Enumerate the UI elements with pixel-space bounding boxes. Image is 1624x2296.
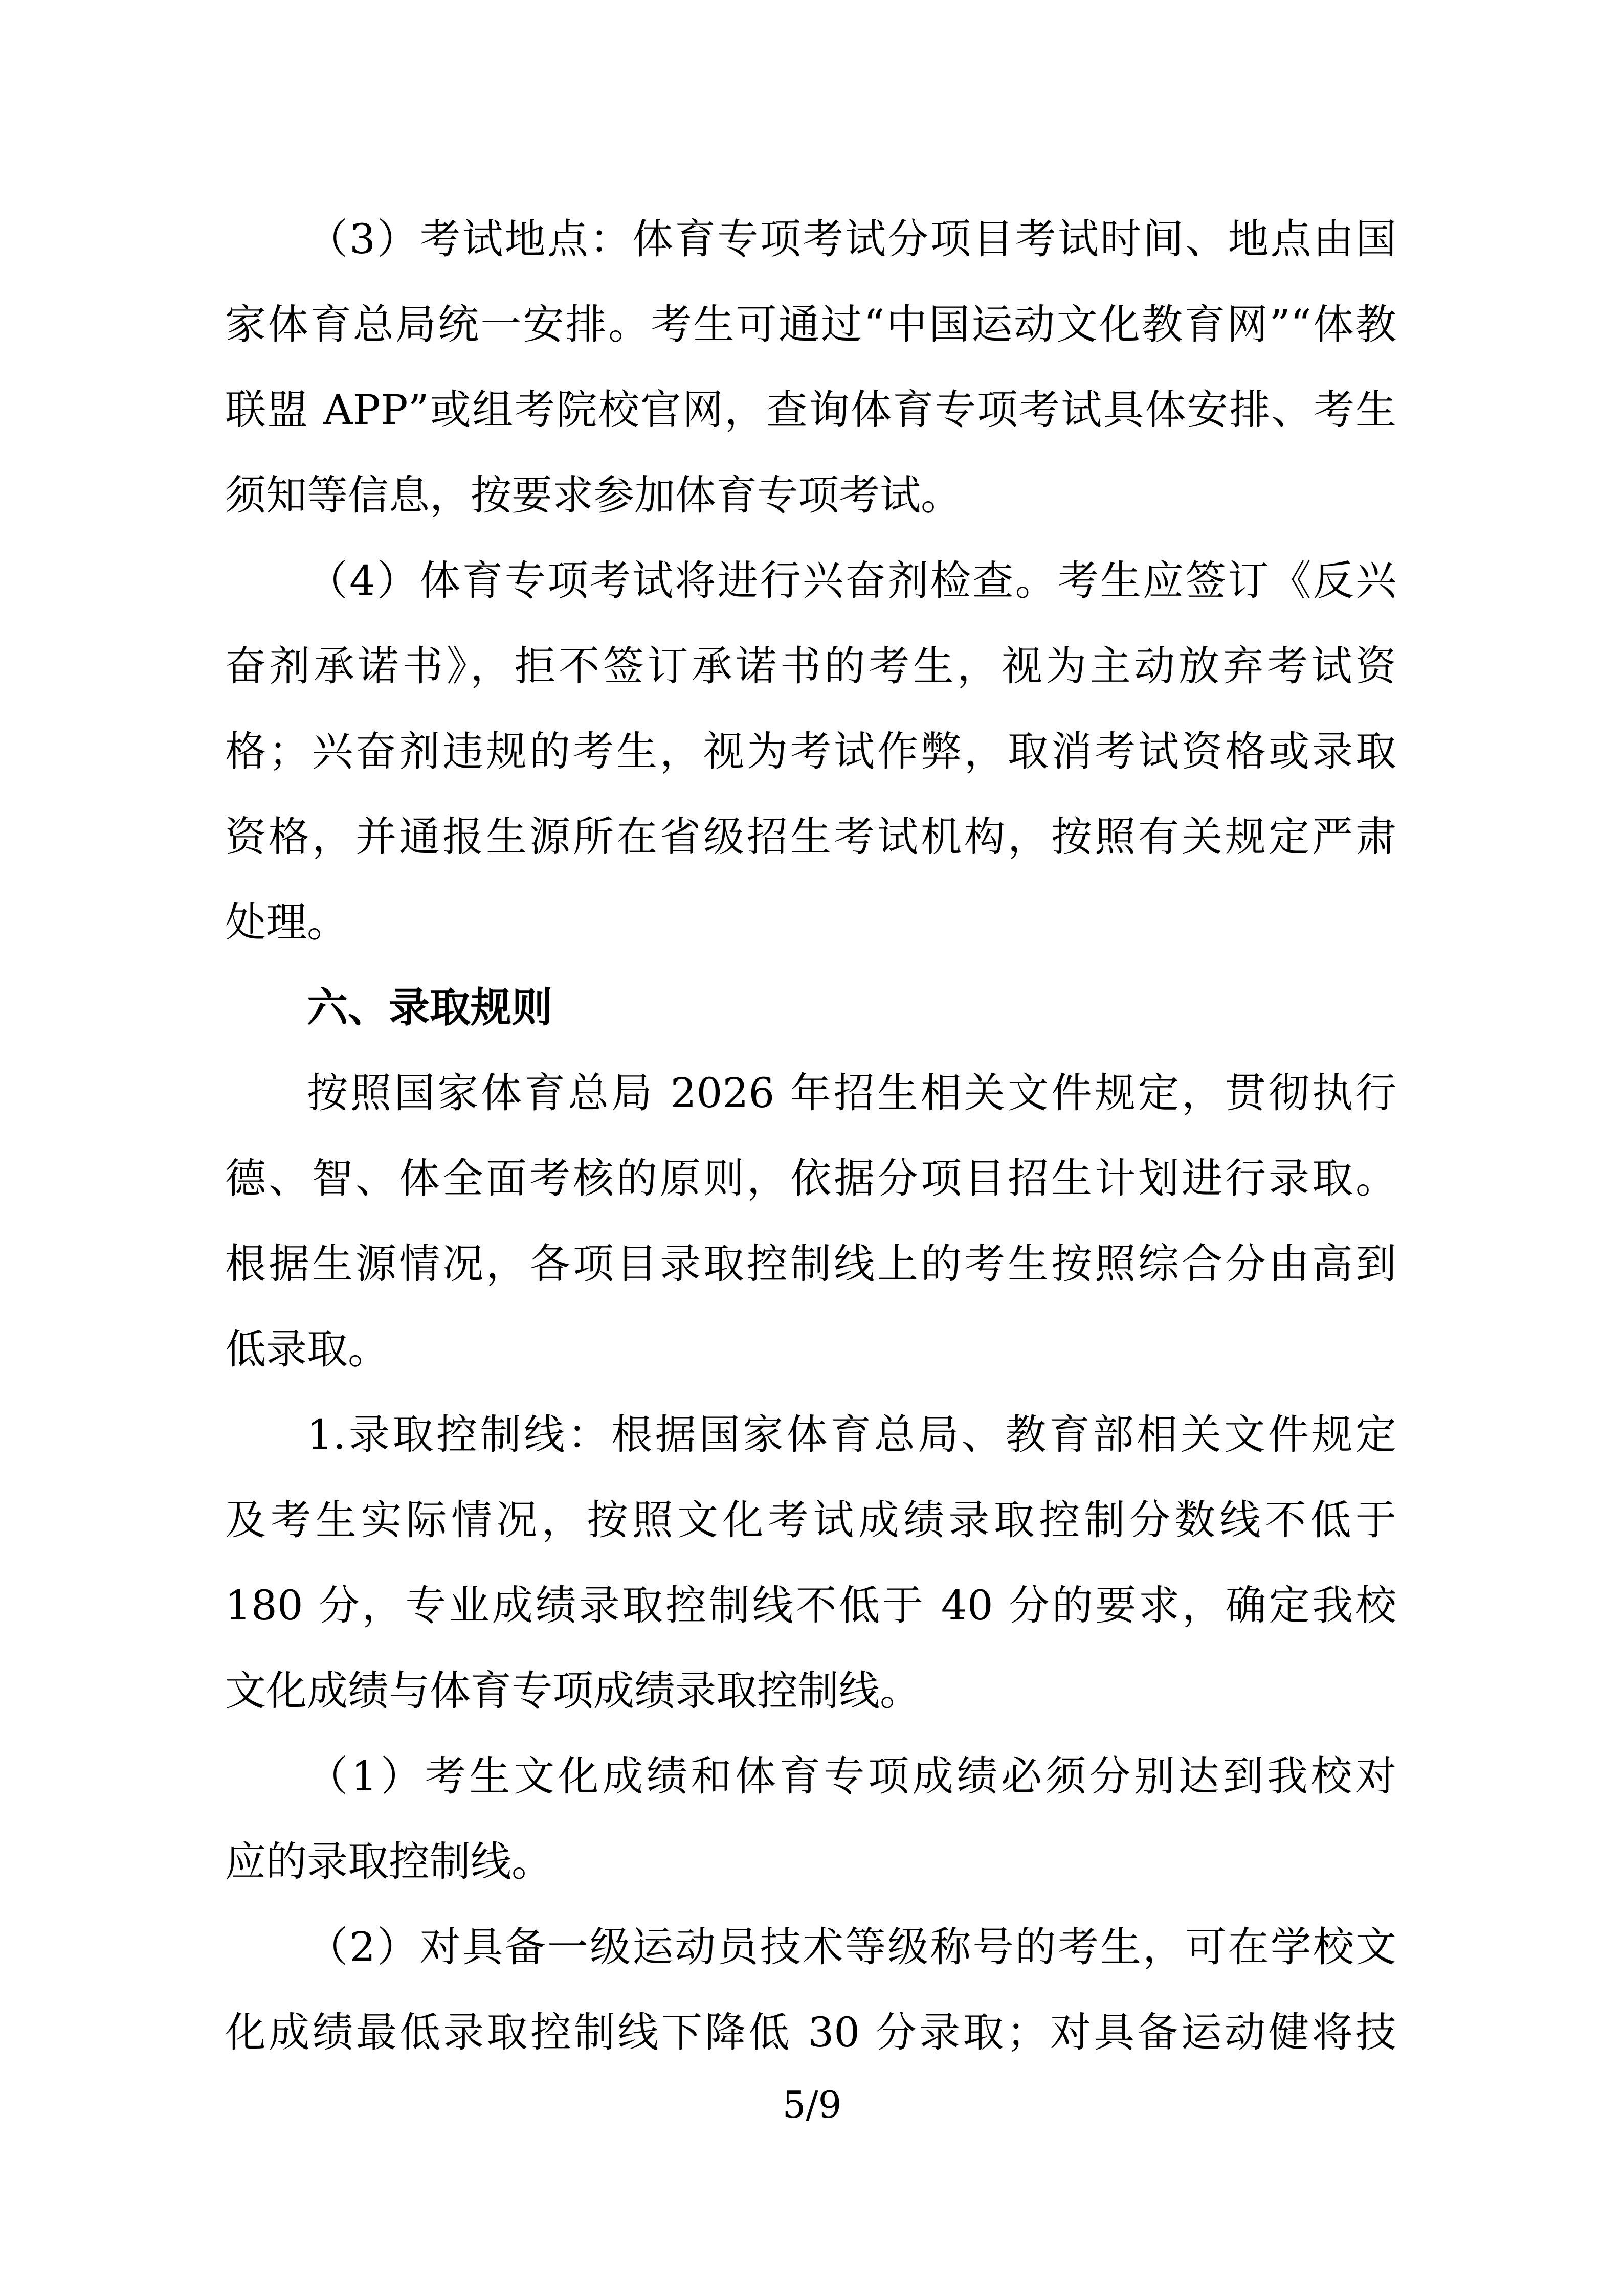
text-line: 化成绩最低录取控制线下降低 30 分录取；对具备运动健将技 <box>225 2009 1396 2056</box>
text-line: 1.录取控制线：根据国家体育总局、教育部相关文件规定 <box>307 1411 1396 1458</box>
text-line: （1）考生文化成绩和体育专项成绩必须分别达到我校对 <box>307 1752 1396 1800</box>
text-line: 格；兴奋剂违规的考生，视为考试作弊，取消考试资格或录取 <box>225 728 1396 775</box>
text-line: 联盟 APP”或组考院校官网，查询体育专项考试具体安排、考生 <box>225 386 1396 434</box>
text-line: 资格，并通报生源所在省级招生考试机构，按照有关规定严肃 <box>225 813 1396 861</box>
text-line: 低录取。 <box>225 1325 389 1373</box>
text-line: 文化成绩与体育专项成绩录取控制线。 <box>225 1667 921 1715</box>
text-line: 按照国家体育总局 2026 年招生相关文件规定，贯彻执行 <box>307 1069 1396 1117</box>
text-line: 德、智、体全面考核的原则，依据分项目招生计划进行录取。 <box>225 1155 1396 1202</box>
document-body <box>225 196 1396 2075</box>
text-line: 180 分，专业成绩录取控制线不低于 40 分的要求，确定我校 <box>225 1582 1396 1629</box>
text-line: （2）对具备一级运动员技术等级称号的考生，可在学校文 <box>307 1923 1396 1971</box>
text-line: 奋剂承诺书》，拒不签订承诺书的考生，视为主动放弃考试资 <box>225 642 1396 690</box>
text-line: 家体育总局统一安排。考生可通过“中国运动文化教育网”“体教 <box>225 301 1396 348</box>
text-line: 根据生源情况，各项目录取控制线上的考生按照综合分由高到 <box>225 1240 1396 1288</box>
text-line: 应的录取控制线。 <box>225 1838 552 1885</box>
text-line: 处理。 <box>225 898 348 946</box>
text-line: 须知等信息，按要求参加体育专项考试。 <box>225 471 962 519</box>
text-line: （4）体育专项考试将进行兴奋剂检查。考生应签订《反兴 <box>307 557 1396 604</box>
text-line: 及考生实际情况，按照文化考试成绩录取控制分数线不低于 <box>225 1496 1396 1544</box>
section-heading: 六、录取规则 <box>307 984 552 1031</box>
page-number: 5/9 <box>782 2083 842 2126</box>
text-line: （3）考试地点：体育专项考试分项目考试时间、地点由国 <box>307 215 1396 263</box>
